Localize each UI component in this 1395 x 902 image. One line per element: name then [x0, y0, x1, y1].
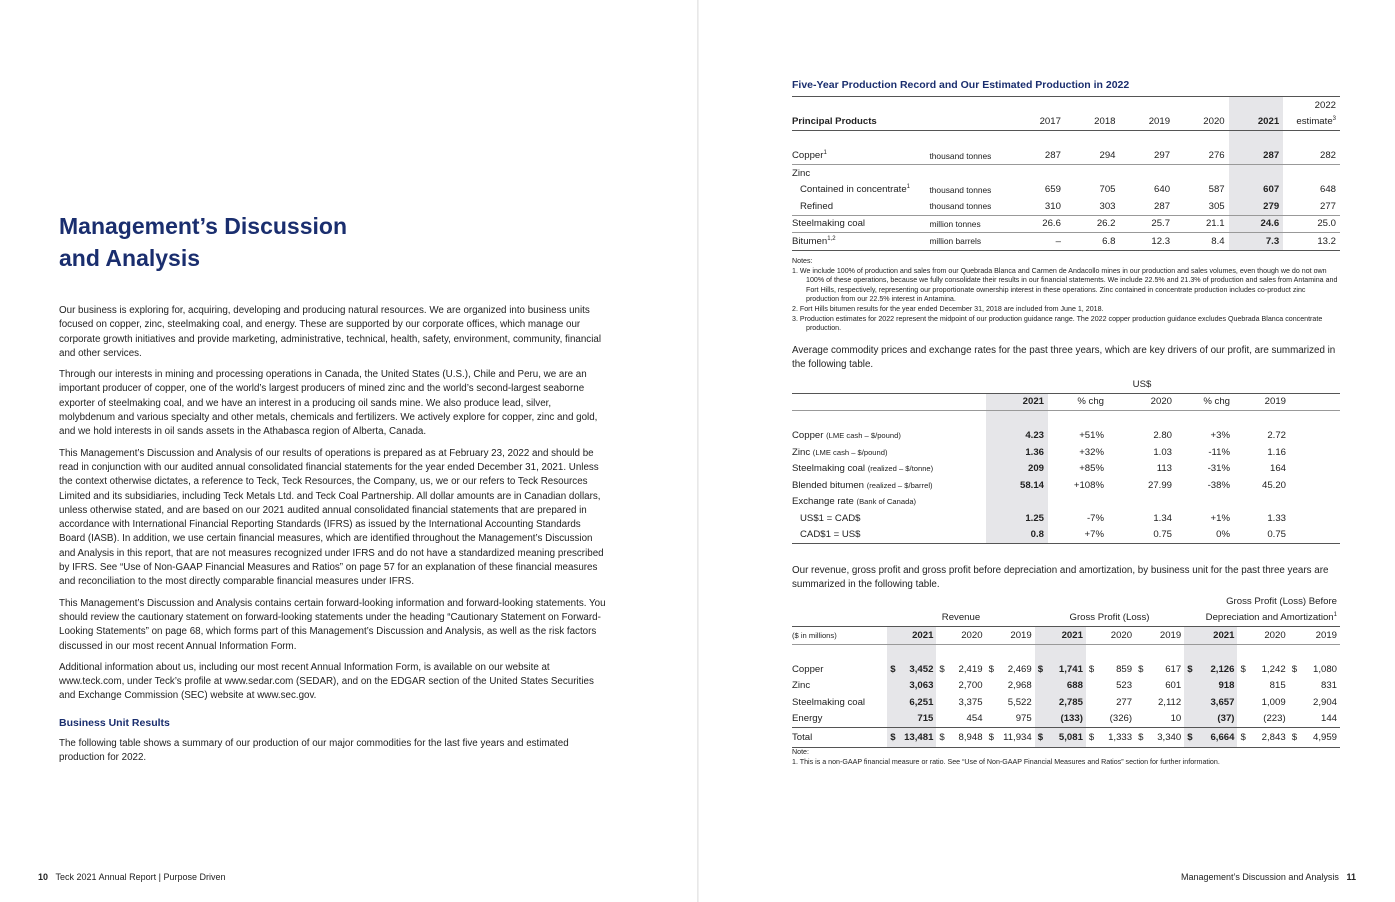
group-header: Depreciation and Amortization$^1$: [1184, 610, 1340, 627]
table-row: Refined thousand tonnes 310 303 287 305 279 277: [792, 198, 1340, 215]
table-row: Zinc (LME cash – $/pound) 1.36 +32% 1.03 -11% 1.16: [792, 444, 1340, 461]
header-label: Principal Products: [792, 114, 925, 131]
production-table-title: Five-Year Production Record and Our Estimated Production in 2022: [792, 79, 1130, 91]
note: 3. Production estimates for 2022 represent the midpoint of our production guidance range. The 2022 copper production guidance excludes Quebrada Blanca concentrate production.: [792, 314, 1323, 333]
estimate-year: 2022: [1314, 99, 1336, 111]
table-header-row: [792, 610, 1340, 627]
page-title-line-1: Management’s Discussion: [59, 213, 348, 239]
table-row: Contained in concentrate$^1$ thousand tonnes 659 705 640 587 607 648: [792, 182, 1340, 199]
section-heading: Business Unit Results: [59, 716, 170, 729]
year-header: 2021: [1229, 114, 1284, 131]
table-header-row: [792, 376, 1340, 393]
table-header-row: [792, 393, 1340, 411]
table-row: Zinc: [792, 165, 1340, 182]
revenue-intro: Our revenue, gross profit and gross profit before depreciation and amortization, by business unit for the past three years are summarized in the following table.: [792, 565, 1329, 590]
table-row: CAD$1 = US$ 0.8 +7% 0.75 0% 0.75: [792, 527, 1340, 544]
prices-table: [792, 376, 1340, 544]
production-notes: [792, 257, 1340, 334]
paragraph: Additional information about us, including our most recent Annual Information Form, is available on our website at www.teck.com, under Teck’s profile at www.sedar.com (SEDAR), and on the EDGAR section of the United States Securities and Exchange Commission (SEC) website at www.sec.gov.: [59, 661, 594, 702]
notes-label: Notes:: [792, 257, 813, 265]
table-row: Copper (LME cash – $/pound) 4.23 +51% 2.80 +3% 2.72: [792, 428, 1340, 445]
footer-right: [1181, 872, 1356, 882]
note-label: Note:: [792, 748, 809, 756]
note: 1. We include 100% of production and sales from our Quebrada Blanca and Carmen de Andacollo mines in our production and sales volumes, even though we do not own 100% of these operations, because we fully consolidate their results in our financial statements. We include 22.5% and 21.3% of production and sales from Antamina and Fort Hills, respectively, representing our proportionate ownership interest in these operations. Zinc contained in concentrate production includes co-product zinc production from our 22.5% interest in Antamina.: [792, 266, 1338, 304]
table-header-row: [792, 593, 1340, 610]
footer-text: Teck 2021 Annual Report | Purpose Driven: [55, 872, 226, 882]
table-row: Steelmaking coal 6,251 3,375 5,522 2,785 277 2,112 3,657 1,009 2,904: [792, 694, 1340, 711]
column-header: % chg: [1176, 393, 1234, 411]
column-header: % chg: [1048, 393, 1108, 411]
table-row: Bitumen$^{1,2}$ million barrels – 6.8 12.3 8.4 7.3 13.2: [792, 233, 1340, 251]
year-header: 2017: [1017, 114, 1065, 131]
revenue-note: [792, 747, 1340, 767]
table-row: Steelmaking coal million tonnes 26.6 26.2 25.7 21.1 24.6 25.0: [792, 215, 1340, 233]
currency-label: US$: [1108, 376, 1176, 393]
table-header-row: [792, 97, 1340, 114]
group-header: Gross Profit (Loss): [1035, 610, 1185, 627]
estimate-header: estimate$^3$: [1283, 114, 1340, 131]
year-header: 2018: [1065, 114, 1120, 131]
paragraph: Our business is exploring for, acquiring, developing and producing natural resources. We are organized into business units focused on copper, zinc, steelmaking coal, and energy. These are supported by our corporate offices, which manage our corporate growth initiatives and provide marketing, administrative, technical, health, safety, environment, community, financial and other services.: [59, 305, 601, 359]
paragraph: This Management’s Discussion and Analysis contains certain forward-looking information and forward-looking statements. You should review the cautionary statement on forward-looking statements under the heading “Cautionary Statement on Forward-Looking Statements” on page 68, which forms part of this Management’s Discussion and Analysis, as well as the risk factors discussed in our most recent Annual Information Form.: [59, 597, 606, 652]
paragraph: Through our interests in mining and processing operations in Canada, the United States (U.S.), Chile and Peru, we are an important producer of copper, one of the world’s largest producers of mined zinc and the world’s second-largest seaborne exporter of steelmaking coal, and we have an interest in a producing oil sands mine. We also produce lead, silver, molybdenum and various specialty and other metals, chemicals and fertilizers. We actively explore for copper, zinc and gold, and we hold interests in oil sands assets in the Athabasca region of Alberta, Canada.: [59, 369, 598, 438]
page-title-line-2: and Analysis: [59, 245, 201, 271]
paragraph: This Management’s Discussion and Analysis of our results of operations is prepared as at February 23, 2022 and should be read in conjunction with our audited annual consolidated financial statements for the year ended December 31, 2021. Unless the context otherwise dictates, a reference to Teck, Teck Resources, the Company, us, we or our refers to Teck Resources Limited and its subsidiaries, including Teck Metals Ltd. and Teck Coal Partnership. All dollar amounts are in Canadian dollars, unless otherwise stated, and are based on our 2021 audited annual consolidated financial statements that are prepared in accordance with International Financial Reporting Standards (IFRS) as issued by the International Accounting Standards Board (IASB). In addition, we use certain financial measures, which are identified throughout the Management’s Discussion and Analysis in this report, that are not measures recognized under IFRS and do not have a standardized meaning prescribed by IFRS. See “Use of Non-GAAP Financial Measures and Ratios” on page 57 for an explanation of these financial measures and reconciliation to the most directly comparable financial measures under IFRS.: [59, 447, 604, 588]
table-header-row: ($ in millions) 2021 2020 2019 2021 2020 2019 2021 2020 2019: [792, 627, 1340, 645]
table-row: Exchange rate (Bank of Canada): [792, 494, 1340, 511]
table-header-row: [792, 114, 1340, 131]
table-row: Copper$^1$ thousand tonnes 287 294 297 276 287 282: [792, 148, 1340, 165]
note: 2. Fort Hills bitumen results for the year ended December 31, 2018 are included from June 1, 2018.: [792, 304, 1104, 313]
production-table: [792, 96, 1340, 251]
units-label: ($ in millions): [792, 627, 887, 645]
table-row: Steelmaking coal (realized – $/tonne) 209 +85% 113 -31% 164: [792, 461, 1340, 478]
group-header: Revenue: [887, 610, 1034, 627]
table-row: Energy 715 454 975 (133) (326) 10 (37) (223) 144: [792, 711, 1340, 728]
note: 1. This is a non-GAAP financial measure or ratio. See “Use of Non-GAAP Financial Measures and Ratios” section for further information.: [792, 758, 1220, 766]
table-row: Copper $ 3,452 $ 2,419 $ 2,469 $ 1,741 $ 859 $ 617 $ 2,126 $ 1,242 $ 1,080: [792, 661, 1340, 678]
prices-intro: Average commodity prices and exchange rates for the past three years, which are key drivers of our profit, are summarized in the following table.: [792, 345, 1336, 370]
table-row: US$1 = CAD$ 1.25 -7% 1.34 +1% 1.33: [792, 510, 1340, 527]
group-header: Gross Profit (Loss) Before: [1226, 595, 1337, 607]
column-header: 2021: [986, 393, 1048, 411]
table-row: Blended bitumen (realized – $/barrel) 58.14 +108% 27.99 -38% 45.20: [792, 477, 1340, 494]
column-header: 2020: [1108, 393, 1176, 411]
paragraph: The following table shows a summary of our production of our major commodities for the last five years and estimated production for 2022.: [59, 738, 569, 764]
page-number: 11: [1346, 872, 1356, 882]
page-number: 10: [38, 872, 49, 882]
revenue-table: [792, 593, 1340, 748]
table-row-total: Total $ 13,481 $ 8,948 $ 11,934 $ 5,081 $ 1,333 $ 3,340 $ 6,664 $ 2,843 $ 4,959: [792, 728, 1340, 748]
table-row: Zinc 3,063 2,700 2,968 688 523 601 918 815 831: [792, 678, 1340, 695]
footer-text: Management’s Discussion and Analysis: [1181, 872, 1339, 882]
year-header: 2019: [1120, 114, 1175, 131]
year-header: 2020: [1174, 114, 1229, 131]
column-header: 2019: [1234, 393, 1290, 411]
